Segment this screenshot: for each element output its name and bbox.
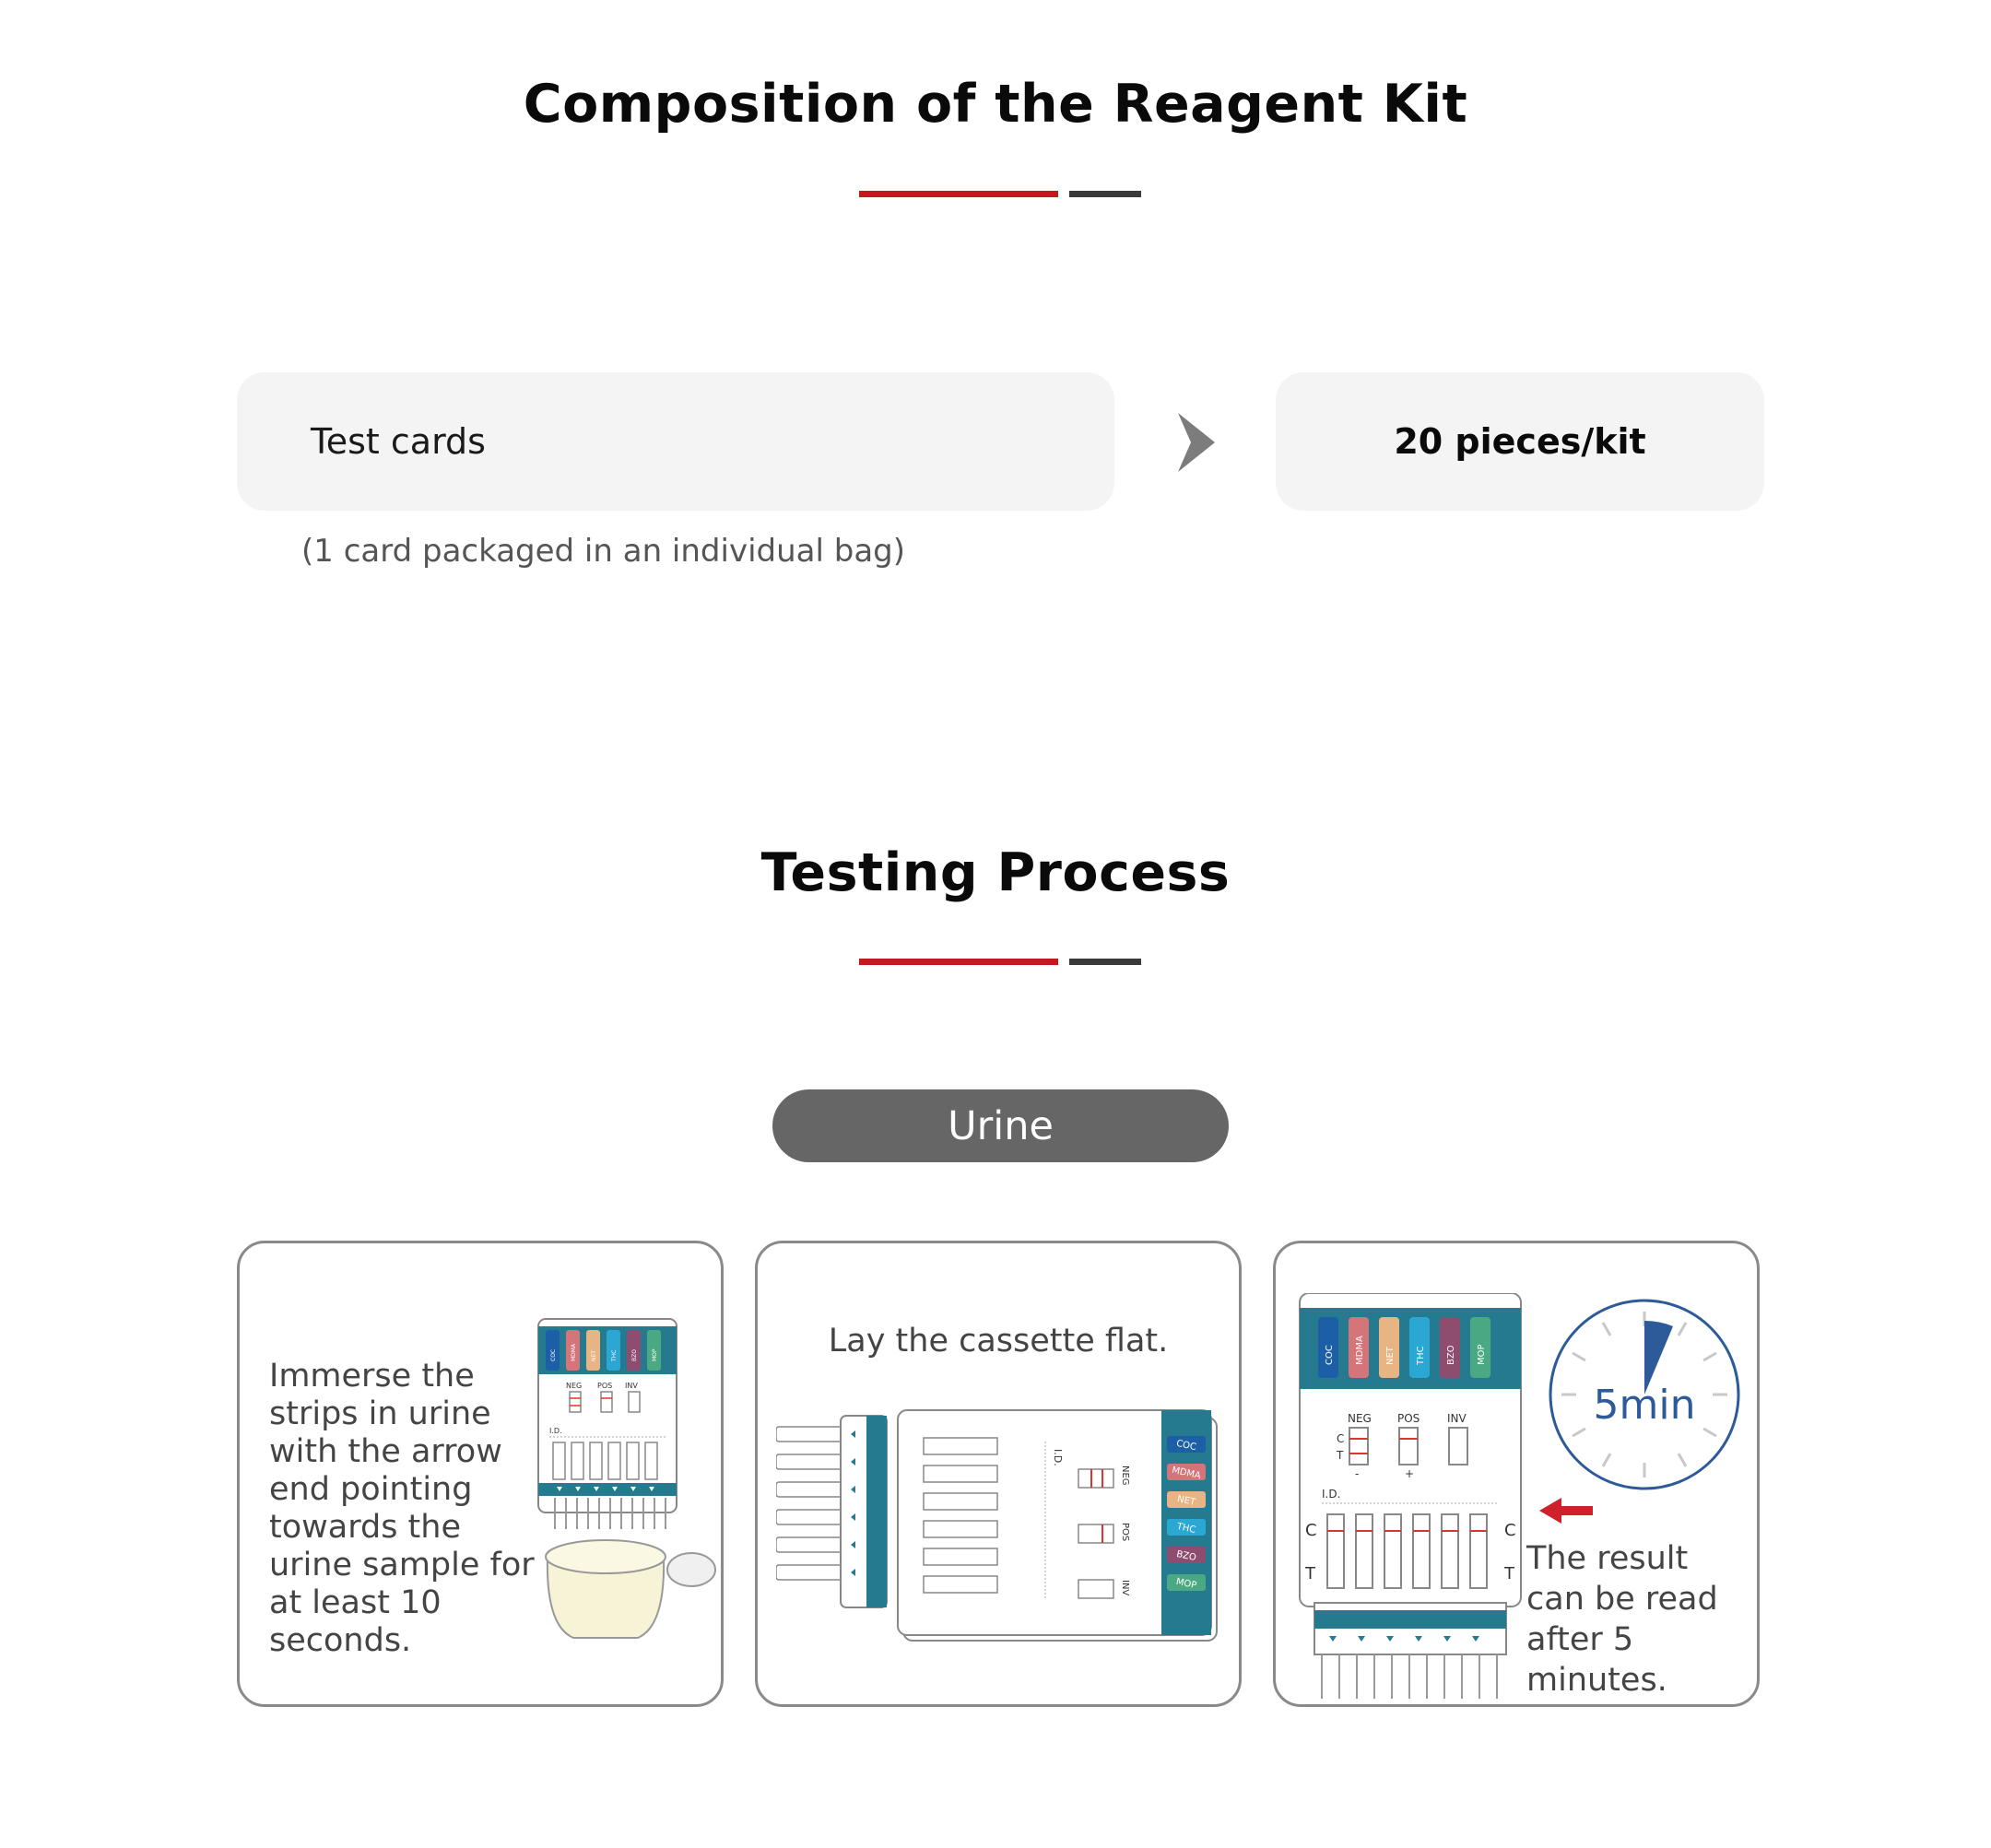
red-arrow-icon [1536, 1492, 1600, 1529]
step-3-text: The result can be read after 5 minutes. [1526, 1540, 1718, 1699]
t-label-right: T [1504, 1564, 1514, 1583]
t-label-left: T [1305, 1564, 1315, 1583]
drug-tag-label: MOP [652, 1348, 658, 1361]
drug-tag-label: COC [550, 1348, 557, 1361]
kit-item-label: Test cards [311, 421, 486, 462]
inv-label: INV [625, 1382, 638, 1390]
title-divider-red [859, 191, 1058, 197]
timer-label: 5min [1593, 1382, 1696, 1429]
step-1-text: Immerse the strips in urine with the arrow end pointing towards the urine sample for at least 10 seconds. [269, 1358, 535, 1659]
kit-quantity-value: 20 pieces/kit [1394, 421, 1646, 462]
inv-label-rotated: INV [1120, 1580, 1130, 1596]
drug-tag-label: BZO [1175, 1548, 1197, 1564]
step-card-1 [237, 1241, 724, 1707]
title-divider-red [859, 959, 1058, 965]
c-label: C [1337, 1432, 1345, 1445]
neg-label: NEG [566, 1382, 583, 1390]
sample-type-pill[interactable]: Urine [772, 1089, 1229, 1162]
pos-label: POS [1397, 1412, 1420, 1425]
id-label-rotated: I.D. [1052, 1449, 1064, 1466]
kit-item-note: (1 card packaged in an individual bag) [301, 533, 905, 570]
c-label-left: C [1305, 1521, 1317, 1540]
drug-tag-label: BZO [1446, 1345, 1456, 1365]
drug-tag-net [586, 1330, 600, 1371]
id-label: I.D. [549, 1427, 562, 1435]
pos-label: POS [597, 1382, 613, 1390]
kit-item-box [237, 372, 1114, 511]
minus-label: - [1355, 1467, 1360, 1480]
step-card-3 [1273, 1241, 1760, 1707]
drug-tag-label: NET [591, 1350, 597, 1361]
drug-tag-label: THC [1175, 1521, 1197, 1536]
id-label: I.D. [1322, 1488, 1341, 1501]
composition-title: Composition of the Reagent Kit [523, 74, 1468, 135]
cassette-result-illustration [1290, 1293, 1539, 1699]
drug-tag-label: MOP [1174, 1576, 1198, 1592]
chevron-right-icon [1178, 413, 1217, 472]
drug-tag-label: THC [1416, 1346, 1426, 1365]
cassette-flat-illustration [776, 1405, 1228, 1654]
stopwatch-icon [1543, 1293, 1746, 1496]
title-divider-dark [1069, 191, 1141, 197]
inv-label: INV [1447, 1412, 1467, 1425]
drug-tag-label: MDMA [1171, 1465, 1202, 1482]
testing-title: Testing Process [760, 842, 1231, 903]
drug-tag-label: NET [1176, 1494, 1196, 1508]
pos-label-rotated: POS [1120, 1523, 1130, 1542]
drug-tag-label: NET [1385, 1347, 1396, 1365]
drug-tag-label: MDMA [571, 1343, 577, 1361]
drug-tag-label: MOP [1477, 1344, 1487, 1365]
cassette-dip-illustration [527, 1308, 716, 1677]
step-2-text: Lay the cassette flat. [828, 1323, 1169, 1360]
step-card-2 [755, 1241, 1242, 1707]
neg-label-rotated: NEG [1120, 1465, 1130, 1486]
c-label-right: C [1504, 1521, 1516, 1540]
drug-tag-label: THC [611, 1349, 618, 1361]
kit-quantity-box [1276, 372, 1764, 511]
neg-label: NEG [1348, 1412, 1372, 1425]
plus-label: + [1405, 1467, 1415, 1480]
title-divider-dark [1069, 959, 1141, 965]
drug-tag-label: COC [1325, 1345, 1335, 1365]
t-label: T [1337, 1449, 1344, 1462]
drug-tag-label: BZO [631, 1349, 638, 1361]
drug-tag-label: COC [1175, 1438, 1197, 1454]
drug-tag-label: MDMA [1355, 1336, 1365, 1365]
